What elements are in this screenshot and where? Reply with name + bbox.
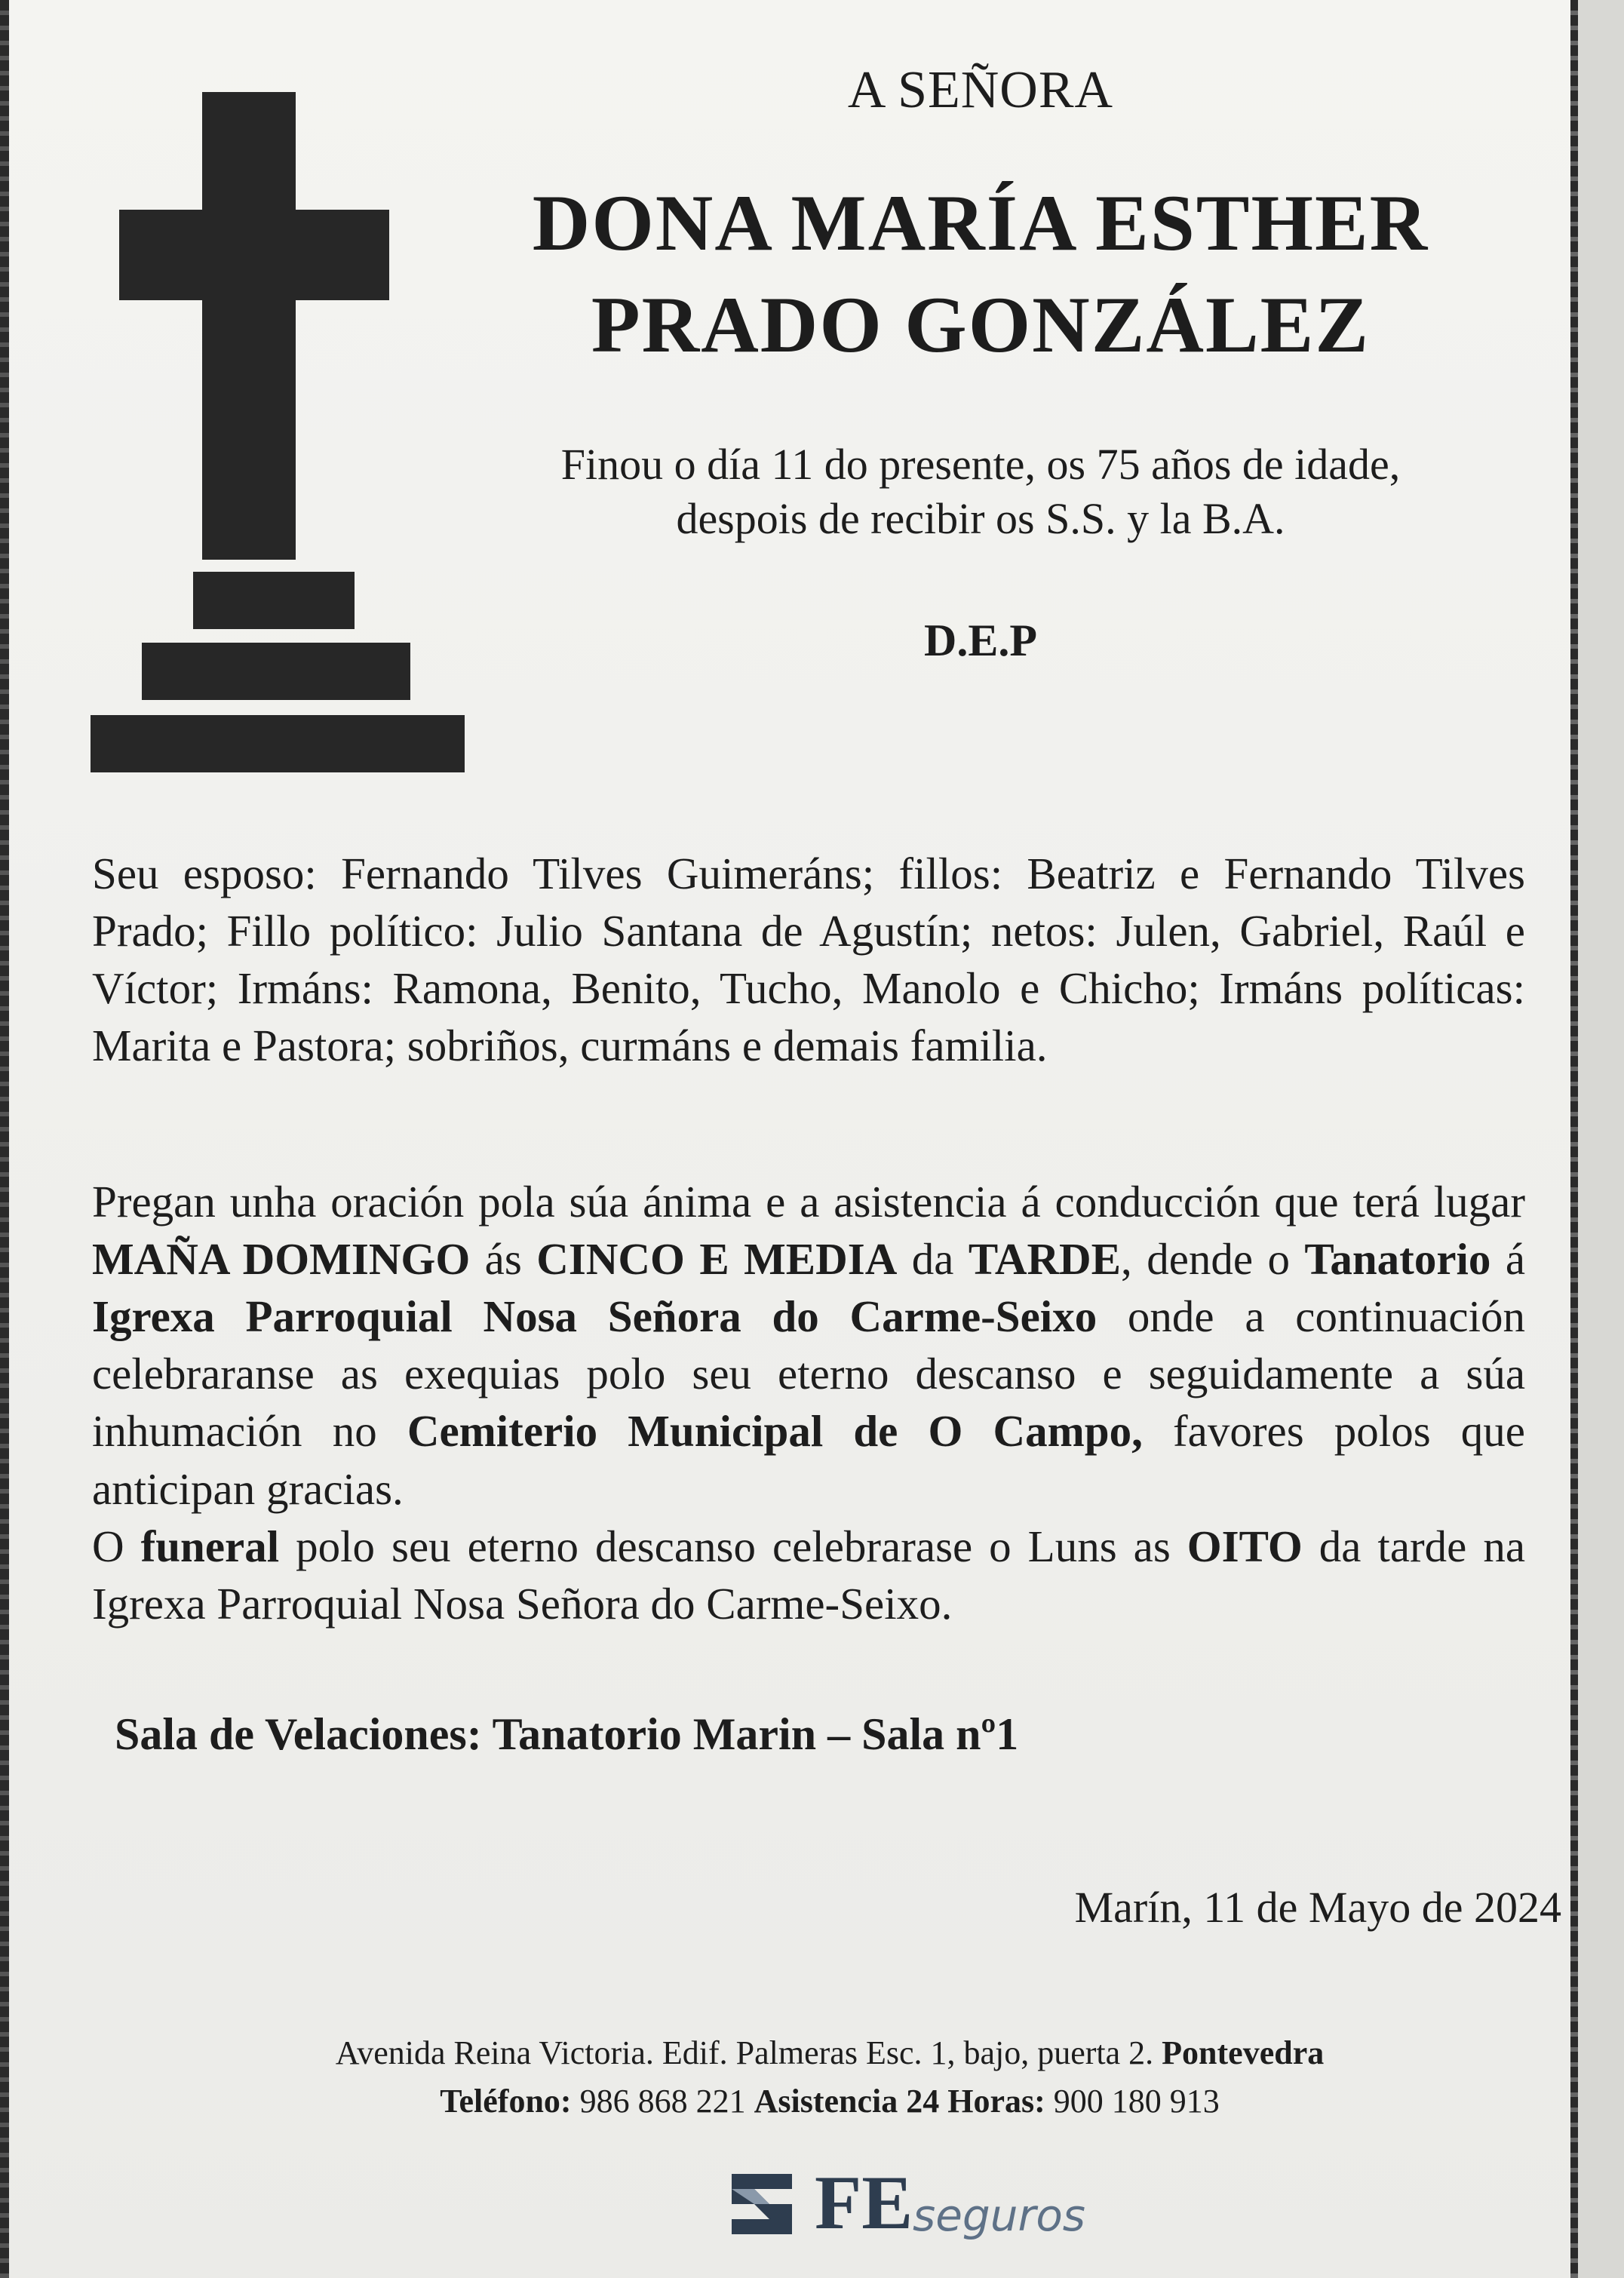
ceremony-text: da [897, 1234, 969, 1285]
page-margin-right [1578, 0, 1624, 2278]
deceased-name-line1: DONA MARÍA ESTHER [532, 179, 1429, 267]
ceremony-text: Pregan unha oración pola súa ánima e a asistencia á conducción que terá lugar [92, 1177, 1525, 1226]
ceremony-text: onde a continuación celebraranse as exequias polo seu eterno descanso e seguidamente a súa inhumación no [92, 1291, 1525, 1457]
logo-word: seguros [913, 2190, 1086, 2241]
ceremony-day: MAÑA DOMINGO [92, 1234, 471, 1285]
death-notice-line1: Finou o día 11 do presente, os 75 años de idade, [560, 440, 1401, 489]
ceremony-period: TARDE [968, 1234, 1122, 1285]
left-border [0, 0, 9, 2278]
deceased-name-line2: PRADO GONZÁLEZ [591, 281, 1371, 369]
ceremony-time: CINCO E MEDIA [536, 1234, 898, 1285]
death-notice [453, 437, 1509, 546]
ceremony-cemetery: Cemiterio Municipal de O Campo, [407, 1406, 1143, 1457]
logo-mark: FE [815, 2160, 913, 2246]
funeral-time: OITO [1187, 1521, 1303, 1571]
funeral-label: funeral [140, 1521, 280, 1571]
title-a-senora: A SEÑORA [847, 61, 1114, 119]
funeral-text: da tarde na Igrexa Parroquial Nosa Señora do Carme-Seixo. [92, 1521, 1526, 1629]
address-city: Pontevedra [1153, 2034, 1325, 2071]
phone-number: 986 868 221 [571, 2082, 754, 2120]
ceremony-text: , dende o [1121, 1234, 1305, 1285]
family-paragraph: Seu esposo: Fernando Tilves Guimeráns; fillos: Beatriz e Fernando Tilves Prado; Fillo político: Julio Santana de Agustín; netos: Julen, Gabriel, Raúl e Víctor; Irmáns: Ramona, Benito, Tucho, Manolo e Chicho; Irmáns políticas: Marita e Pastora; sobriños, curmáns e demais familia. [92, 849, 1525, 1071]
funeral-home-contact [151, 2029, 1509, 2126]
ceremony-text: favores polos que anticipan gracias. [92, 1406, 1525, 1514]
assistance-label: Asistencia 24 Horas: [754, 2082, 1045, 2120]
phone-label: Teléfono: [440, 2082, 572, 2120]
ceremony-paragraph [92, 1173, 1525, 1632]
notice-date: Marín, 11 de Mayo de 2024 [1074, 1883, 1561, 1932]
fe-logo-icon [724, 2166, 800, 2242]
address-text: Avenida Reina Victoria. Edif. Palmeras Esc. 1, bajo, puerta 2. [335, 2034, 1154, 2071]
funeral-text: polo seu eterno descanso celebrarase o Luns as [279, 1521, 1187, 1571]
ceremony-church: Igrexa Parroquial Nosa Señora do Carme-Seixo [92, 1291, 1098, 1342]
funeral-text: O [92, 1521, 141, 1571]
ceremony-text: ás [470, 1234, 537, 1285]
assistance-number: 900 180 913 [1045, 2082, 1220, 2120]
wake-room: Sala de Velaciones: Tanatorio Marin – Sala nº1 [115, 1709, 1019, 1759]
right-border [1570, 0, 1578, 2278]
ceremony-origin: Tanatorio [1304, 1234, 1491, 1285]
address-line [151, 2029, 1509, 2077]
dep-label: D.E.P [924, 616, 1037, 665]
death-notice-line2: despois de recibir os S.S. y la B.A. [676, 493, 1285, 543]
fe-seguros-logo [724, 2160, 1101, 2248]
phone-line [151, 2077, 1509, 2126]
ceremony-text: á [1490, 1234, 1526, 1285]
